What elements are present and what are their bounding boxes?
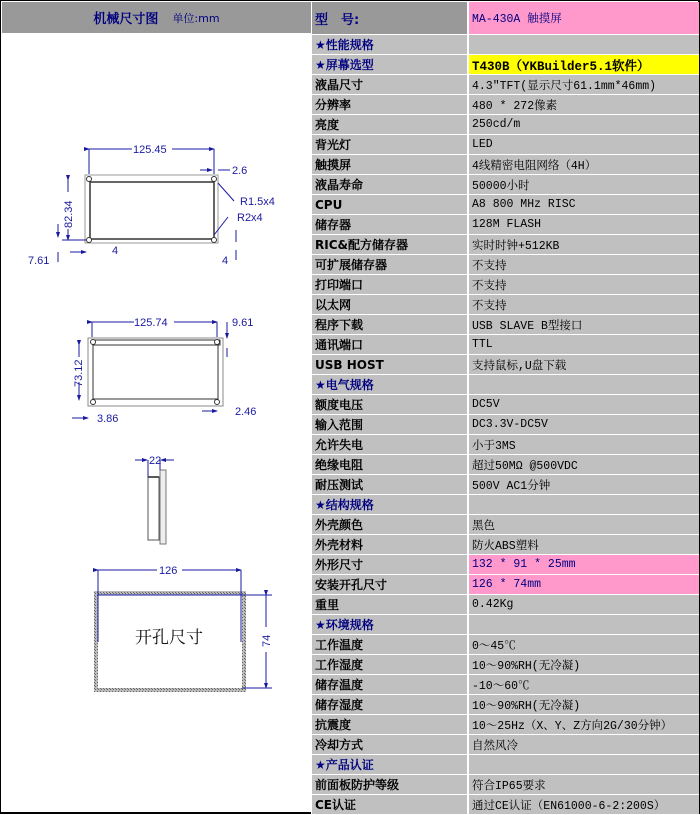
table-row [311,515,699,535]
spec-label: 分辨率 [311,95,469,114]
spec-label: 耐压测试 [311,475,469,494]
spec-value: -10～60℃ [469,675,699,694]
spec-value [469,375,699,394]
spec-label: 冷却方式 [311,735,469,754]
dim-top-right-offset: 9.61 [232,317,254,329]
spec-value: 超过50MΩ @500VDC [469,455,699,474]
spec-label: 允许失电 [311,435,469,454]
spec-value: 0.42Kg [469,595,699,614]
spec-label: 额度电压 [311,395,469,414]
spec-label: ★环境规格 [311,615,469,634]
section-header-row [311,755,699,775]
spec-value: 实时时钟+512KB [469,235,699,254]
table-row [311,215,699,235]
spec-value: 防火ABS塑料 [469,535,699,554]
spec-value: T430B（YKBuilder5.1软件） [469,55,699,74]
table-row [311,795,699,815]
table-row [311,255,699,275]
spec-value: 黑色 [469,515,699,534]
spec-label: CE认证 [311,795,469,814]
table-row [311,735,699,755]
spec-label: ★屏幕选型 [311,55,469,74]
dim-width-125-45: 125.45 [133,144,167,156]
back-view-drawing [72,317,256,425]
section-header-row [311,615,699,635]
spec-value: A8 800 MHz RISC [469,195,699,214]
table-row [311,355,699,375]
spec-value: 126 * 74mm [469,575,699,594]
spec-label: 外形尺寸 [311,555,469,574]
table-row [311,295,699,315]
dim-bottom-left-offset: 3.86 [97,413,119,425]
cutout-label: 开孔尺寸 [135,628,203,647]
spec-value: 小于3MS [469,435,699,454]
table-row [311,595,699,615]
spec-label: 液晶寿命 [311,175,469,194]
spec-label: 抗震度 [311,715,469,734]
dim-bottom-right-offset: 2.46 [235,406,257,418]
table-row [311,195,699,215]
spec-value: 不支持 [469,275,699,294]
table-row [311,175,699,195]
table-row [311,395,699,415]
spec-value: 不支持 [469,295,699,314]
table-row [311,235,699,255]
mechanical-drawing-panel [2,2,311,813]
spec-value: 128M FLASH [469,215,699,234]
table-row [311,555,699,575]
spec-value: 500V AC1分钟 [469,475,699,494]
spec-label: 前面板防护等级 [311,775,469,794]
dim-bottom-left: 4 [112,245,119,257]
spec-value: 4.3"TFT(显示尺寸61.1mm*46mm) [469,75,699,94]
side-view-drawing [135,455,174,544]
table-row [311,575,699,595]
table-row [311,435,699,455]
spec-value: 10～90%RH(无冷凝) [469,695,699,714]
spec-value: USB SLAVE B型接口 [469,315,699,334]
spec-value: DC5V [469,395,699,414]
model-label: 型 号: [311,2,469,34]
spec-value: 10～25Hz（X、Y、Z方向2G/30分钟） [469,715,699,734]
spec-label: 打印端口 [311,275,469,294]
spec-label: 重里 [311,595,469,614]
spec-label: RIC&配方储存器 [311,235,469,254]
spec-value: TTL [469,335,699,354]
spec-label: 背光灯 [311,135,469,154]
spec-value: 132 * 91 * 25mm [469,555,699,574]
spec-label: 输入范围 [311,415,469,434]
spec-label: 储存温度 [311,675,469,694]
dim-cutout-height: 74 [261,634,273,647]
spec-table [311,2,699,815]
table-row [311,315,699,335]
table-row [311,775,699,795]
spec-value: 0～45℃ [469,635,699,654]
spec-value: 250cd/m [469,115,699,134]
spec-label: 外壳颜色 [311,515,469,534]
front-view-drawing [28,144,275,267]
spec-label: 可扩展储存器 [311,255,469,274]
spec-label: USB HOST [311,355,469,374]
section-header-row [311,35,699,55]
spec-label: ★结构规格 [311,495,469,514]
model-value: MA-430A 触摸屏 [469,2,699,34]
spec-label: 工作温度 [311,635,469,654]
spec-label: ★产品认证 [311,755,469,774]
spec-value: 自然风冷 [469,735,699,754]
spec-value: 480 * 272像素 [469,95,699,114]
cutout-drawing [94,565,273,692]
table-row [311,675,699,695]
dim-radius-inner: R2x4 [237,212,263,224]
dim-height-73-12: 73.12 [73,359,85,387]
spec-label: 储存湿度 [311,695,469,714]
table-row [311,115,699,135]
table-row [311,275,699,295]
spec-label: 触摸屏 [311,155,469,174]
section-header-row [311,495,699,515]
spec-label: 外壳材料 [311,535,469,554]
table-row [311,455,699,475]
dim-width-125-74: 125.74 [134,317,168,329]
spec-label: 亮度 [311,115,469,134]
spec-label: 液晶尺寸 [311,75,469,94]
table-row [311,715,699,735]
table-row [311,95,699,115]
spec-value: 50000小时 [469,175,699,194]
dim-depth-22: 22 [149,455,162,467]
table-row [311,535,699,555]
spec-label: 安装开孔尺寸 [311,575,469,594]
unit-label: 单位:mm [172,11,220,25]
section-header-row [311,375,699,395]
dim-cutout-width: 126 [159,565,178,577]
table-row [311,635,699,655]
spec-value [469,755,699,774]
spec-value [469,615,699,634]
spec-value: 支持鼠标,U盘下载 [469,355,699,374]
dim-left-offset: 7.61 [28,255,50,267]
spec-value [469,495,699,514]
spec-label: ★电气规格 [311,375,469,394]
spec-value: 4线精密电阻网络（4H） [469,155,699,174]
section-header-row [311,55,699,75]
spec-value: LED [469,135,699,154]
spec-label: 通讯端口 [311,335,469,354]
model-row [311,2,699,35]
dim-height-82-34: 82.34 [63,200,75,228]
table-row [311,135,699,155]
spec-label: ★性能规格 [311,35,469,54]
spec-label: 储存器 [311,215,469,234]
table-row [311,155,699,175]
drawing-title: 机械尺寸图 [93,12,159,27]
dim-bottom-right: 4 [222,255,229,267]
spec-label: 程序下载 [311,315,469,334]
table-row [311,475,699,495]
spec-label: CPU [311,195,469,214]
spec-value: 10～90%RH(无冷凝) [469,655,699,674]
spec-value: 不支持 [469,255,699,274]
dim-radius-outer: R1.5x4 [240,196,275,208]
table-row [311,75,699,95]
table-row [311,655,699,675]
dim-right-offset: 2.6 [232,165,248,177]
table-row [311,335,699,355]
spec-label: 绝缘电阻 [311,455,469,474]
spec-value: DC3.3V-DC5V [469,415,699,434]
table-row [311,695,699,715]
spec-value [469,35,699,54]
spec-value: 通过CE认证（EN61000-6-2:200S） [469,795,699,814]
spec-value: 符合IP65要求 [469,775,699,794]
dimension-drawings [2,2,311,813]
spec-label: 以太网 [311,295,469,314]
spec-label: 工作湿度 [311,655,469,674]
table-row [311,415,699,435]
